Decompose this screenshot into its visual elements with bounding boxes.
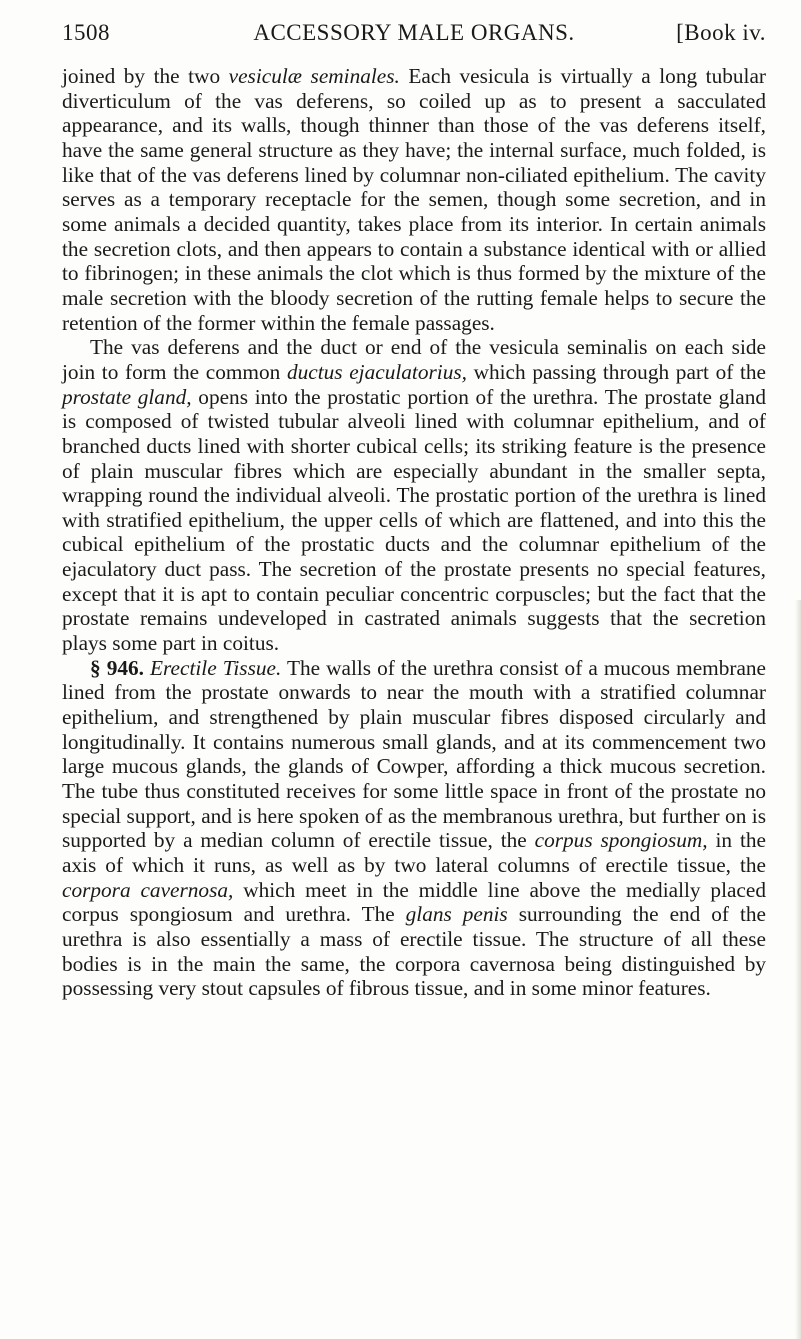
text-run: which passing through part of the [466, 359, 766, 384]
text-run: The walls of the urethra consist of a mucous membrane lined from the prostate onwards to near the mouth with a stratified columnar epithelium, and strengthened by plain muscular fibres disposed circularly and longitudinally. It contains numerous small glands, and at its commencement two large mucous glands, the glands of Cowper, affording a thick mucous secretion. The tube thus constituted receives for some little space in front of the prostate no special support, and is here spoken of as the membranous urethra, but further on is supported by a median column of erectile tissue, the [62, 655, 767, 853]
term-corpora-cavernosa: corpora cavernosa, [62, 877, 234, 902]
text-run: Each vesicula is virtually a long tubular diverticulum of the vas deferens, so coiled up as to present a sacculated appearance, and its walls, though thinner than those of the vas deferens itself, have the same general structure as they have; the internal surface, much folded, is like that of the vas deferens lined by columnar non-ciliated epithelium. The cavity serves as a temporary receptacle for the semen, though some secretion, and in some animals a decided quantity, takes place from its interior. In certain animals the secretion clots, and then appears to contain a substance identical with or allied to fibrinogen; in these animals the clot which is thus formed by the mixture of the male secretion with the bloody secretion of the rutting female helps to secure the retention of the former within the female passages. [62, 64, 766, 335]
term-prostate-gland: prostate gland, [62, 384, 192, 409]
page-edge-shadow [795, 600, 801, 1339]
term-ductus-ejaculatorius: ductus ejaculatorius, [286, 359, 467, 384]
section-number: § 946. [90, 655, 144, 680]
section-heading: Erectile Tissue. [150, 655, 282, 680]
term-corpus-spongiosum: corpus spongiosum, [534, 828, 708, 853]
text-run: joined by the two [62, 64, 229, 88]
paragraph-prostate [62, 335, 766, 656]
body-text [62, 64, 766, 1001]
running-title: ACCESSORY MALE ORGANS. [253, 20, 575, 45]
paragraph-erectile-tissue [62, 656, 766, 1001]
term-glans-penis: glans penis [405, 902, 508, 927]
text-run: The vas deferens and the duct or end of the vesicula seminalis on each side join to form the common [62, 335, 766, 384]
page-number: 1508 [62, 20, 110, 45]
term-vesiculae-seminales: vesiculæ seminales. [228, 64, 400, 88]
text-run: surrounding the end of the urethra is also essentially a mass of erectile tissue. The structure of all these bodies is in the main the same, the corpora cavernosa being distinguished by possessing very stout capsules of fibrous tissue, and in some minor features. [62, 902, 767, 1001]
page-header [62, 20, 766, 52]
text-run: opens into the prostatic portion of the urethra. The prostate gland is composed of twisted tubular alveoli lined with columnar epithelium, and of branched ducts lined with shorter cubical cells; its striking feature is the presence of plain muscular fibres which are especially abundant in the smaller septa, wrapping round the individual alveoli. The prostatic portion of the urethra is lined with stratified epithelium, the upper cells of which are flattened, and into this the cubical epithelium of the prostatic ducts and the columnar epithelium of the ejaculatory duct pass. The secretion of the prostate presents no special features, except that it is apt to contain peculiar concentric corpuscles; but the fact that the prostate remains undeveloped in castrated animals suggests that the secretion plays some part in coitus. [62, 384, 766, 656]
text-run: which meet in the middle line above the medially placed corpus spongiosum and urethra. The [62, 877, 766, 927]
book-reference: [Book iv. [676, 20, 766, 45]
text-run: in the axis of which it runs, as well as by two lateral columns of erectile tissue, the [62, 828, 766, 877]
paragraph-vesiculae [62, 64, 766, 335]
